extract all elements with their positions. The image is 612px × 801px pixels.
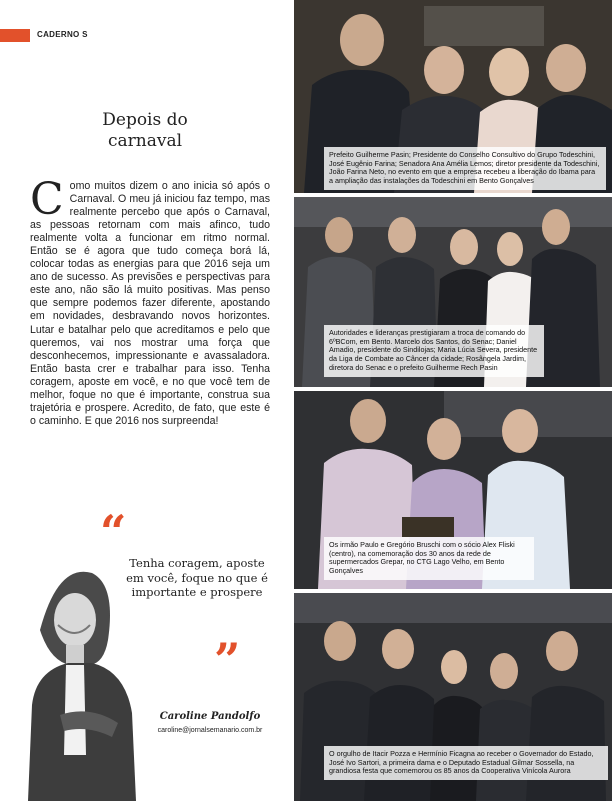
photo-4 — [294, 593, 612, 801]
photo-3-caption: Os irmão Paulo e Gregório Bruschi com o sócio Alex Fliski (centro), na comemoração dos 30 anos da rede de supermercados Grepar, no CTG Lago Velho, em Bento Gonçalves — [324, 537, 534, 580]
quote-open-mark: “ — [100, 505, 127, 559]
photo-4-caption: O orgulho de Itacir Pozza e Hermínio Ficagna ao receber o Governador do Estado, José Ivo Sartori, a primeira dama e o Deputado Estadual Gilmar Sossella, na grandiosa festa que comemorou os 85 anos da Cooperativa Vinícola Aurora — [324, 746, 608, 780]
photo-2-caption: Autoridades e lideranças prestigiaram a troca de comando do 6ºBCom, em Bento. Marcelo dos Santos, do Senac; Daniel Amadio, presidente do Sindilojas; Maria Lúcia Severa, presidente da Liga de Combate ao Câncer da cidade; Rosângela Jardim, diretora do Senac e o prefeito Guilherme Rech Pasin — [324, 325, 544, 377]
photo-1 — [294, 0, 612, 193]
author-name: Caroline Pandolfo — [159, 711, 261, 722]
section-accent-bar — [0, 29, 30, 42]
title-line-2: carnaval — [107, 131, 183, 151]
photo-3 — [294, 391, 612, 589]
article-title — [60, 110, 230, 152]
title-line-1: Depois do — [102, 110, 188, 130]
section-label: CADERNO S — [37, 30, 88, 39]
pull-quote: Tenha coragem, aposte em você, foque no que é importante e prospere — [126, 556, 268, 599]
drop-cap: C — [30, 174, 64, 225]
photo-2 — [294, 197, 612, 387]
author-email: caroline@jornalsemanario.com.br — [157, 727, 263, 734]
article-column — [0, 0, 290, 801]
article-body-text: omo muitos dizem o ano inicia só após o Carnaval. O meu já iniciou faz tempo, mas realmente percebo que após o Carnaval, as pessoas retornam com mais afinco, tudo realmente volta a funcionar em ritmo normal. Então se é agora que tudo começa borá lá, colocar todas as energias para que 2016 seja um ano de sucesso. As previsões e perspectivas para este ano, não são lá muito positivas. Mas penso que sempre podemos fazer diferente, apostando em novidades, desbravando novos horizontes. Lutar e batalhar pelo que acreditamos e pelo que queremos, vai nos mostrar uma força que desconhecemos, impressionante e avassaladora. Então basta crer e trabalhar para isso. Tenha coragem, aposte em você, e no que você tem de melhor, foque no que é importante, construa sua trajetória e prospere. Acredito, de fato, que este é o caminho. E que 2016 nos surpreenda! — [30, 180, 270, 427]
quote-close-mark: ” — [214, 633, 241, 687]
article-body — [30, 174, 270, 428]
photo-1-caption: Prefeito Guilherme Pasin; Presidente do Conselho Consultivo do Grupo Todeschini, José Eugênio Farina; Senadora Ana Amélia Lemos; diretor presidente da Todeschini, João Farina Neto, no evento em que a empresa recebeu a liberação do Ibama para a ampliação das instalações da Todeschini em Bento Gonçalves — [324, 147, 606, 190]
